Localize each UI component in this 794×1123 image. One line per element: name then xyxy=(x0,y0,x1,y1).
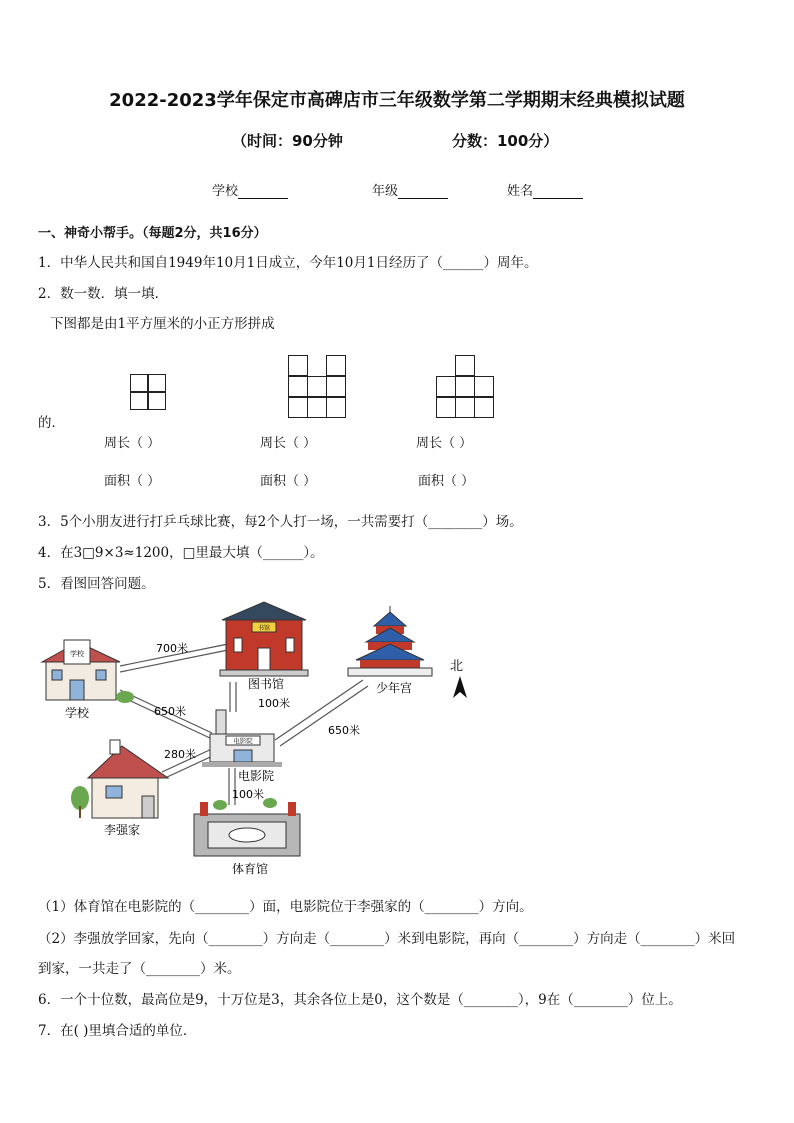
perimeter-b: 周长（ ） xyxy=(260,436,317,451)
north-arrow-icon xyxy=(450,659,467,698)
youth-palace-label: 少年宫 xyxy=(375,681,413,695)
distance-cinema-gym: 100米 xyxy=(232,788,264,801)
question-5-1: （1）体育馆在电影院的（________）面，电影院位于李强家的（________）方向。 xyxy=(38,899,533,915)
question-5: 5．看图回答问题。 xyxy=(38,576,155,592)
youth-palace-building xyxy=(348,606,432,676)
town-map-figure xyxy=(30,600,490,885)
area-c: 面积（ ） xyxy=(418,474,475,489)
question-2-tail: 的． xyxy=(38,415,65,431)
library-label: 图书馆 xyxy=(247,677,285,691)
question-1: 1．中华人民共和国自1949年10月1日成立，今年10月1日经历了（______）周年。 xyxy=(38,255,538,271)
distance-home-cinema: 280米 xyxy=(164,748,196,761)
north-label: 北 xyxy=(450,659,464,674)
question-7: 7．在( )里填合适的单位． xyxy=(38,1023,197,1039)
question-2-intro: 下图都是由1平方厘米的小正方形拼成 xyxy=(50,316,275,332)
cinema-building xyxy=(202,710,282,767)
distance-cinema-youth: 650米 xyxy=(328,724,360,737)
school-field: 学校 xyxy=(212,180,288,199)
cinema-label: 电影院 xyxy=(237,769,275,783)
score-label: 分数：100分） xyxy=(452,132,559,150)
gym-label: 体育馆 xyxy=(231,862,269,876)
name-field: 姓名 xyxy=(507,180,583,199)
area-b: 面积（ ） xyxy=(260,474,317,489)
school-sign: 学校 xyxy=(70,650,84,658)
area-a: 面积（ ） xyxy=(104,474,161,489)
question-2: 2．数一数．填一填． xyxy=(38,286,169,302)
home-label: 李强家 xyxy=(103,823,141,837)
library-building xyxy=(220,602,308,676)
distance-library-cinema: 100米 xyxy=(258,697,290,710)
question-5-2-line-2: 到家，一共走了（________）米。 xyxy=(38,961,241,977)
question-4: 4．在3□9×3≈1200，□里最大填（______）。 xyxy=(38,545,324,561)
question-3: 3．5个小朋友进行打乒乓球比赛，每2个人打一场，一共需要打（________）场。 xyxy=(38,514,523,530)
exam-title: 2022-2023学年保定市高碑店市三年级数学第二学期期末经典模拟试题 xyxy=(109,90,685,111)
cinema-sign: 电影院 xyxy=(233,737,253,745)
distance-school-cinema: 650米 xyxy=(154,705,186,718)
question-5-2-line-1: （2）李强放学回家，先向（________）方向走（________）米到电影院，再向（________）方向走（________）米回 xyxy=(38,931,736,947)
grade-field: 年级 xyxy=(372,180,448,199)
perimeter-c: 周长（ ） xyxy=(416,436,473,451)
section-1-heading: 一、神奇小帮手。（每题2分，共16分） xyxy=(38,226,267,241)
home-building xyxy=(71,740,168,818)
gym-building xyxy=(194,798,300,856)
time-label: （时间：90分钟 xyxy=(232,132,343,150)
distance-school-library: 700米 xyxy=(156,642,188,655)
school-label: 学校 xyxy=(64,706,90,720)
library-sign: 书馆 xyxy=(257,625,271,632)
question-6: 6．一个十位数，最高位是9，十万位是3，其余各位上是0，这个数是（________），9在（________）位上。 xyxy=(38,992,682,1008)
perimeter-a: 周长（ ） xyxy=(104,436,161,451)
